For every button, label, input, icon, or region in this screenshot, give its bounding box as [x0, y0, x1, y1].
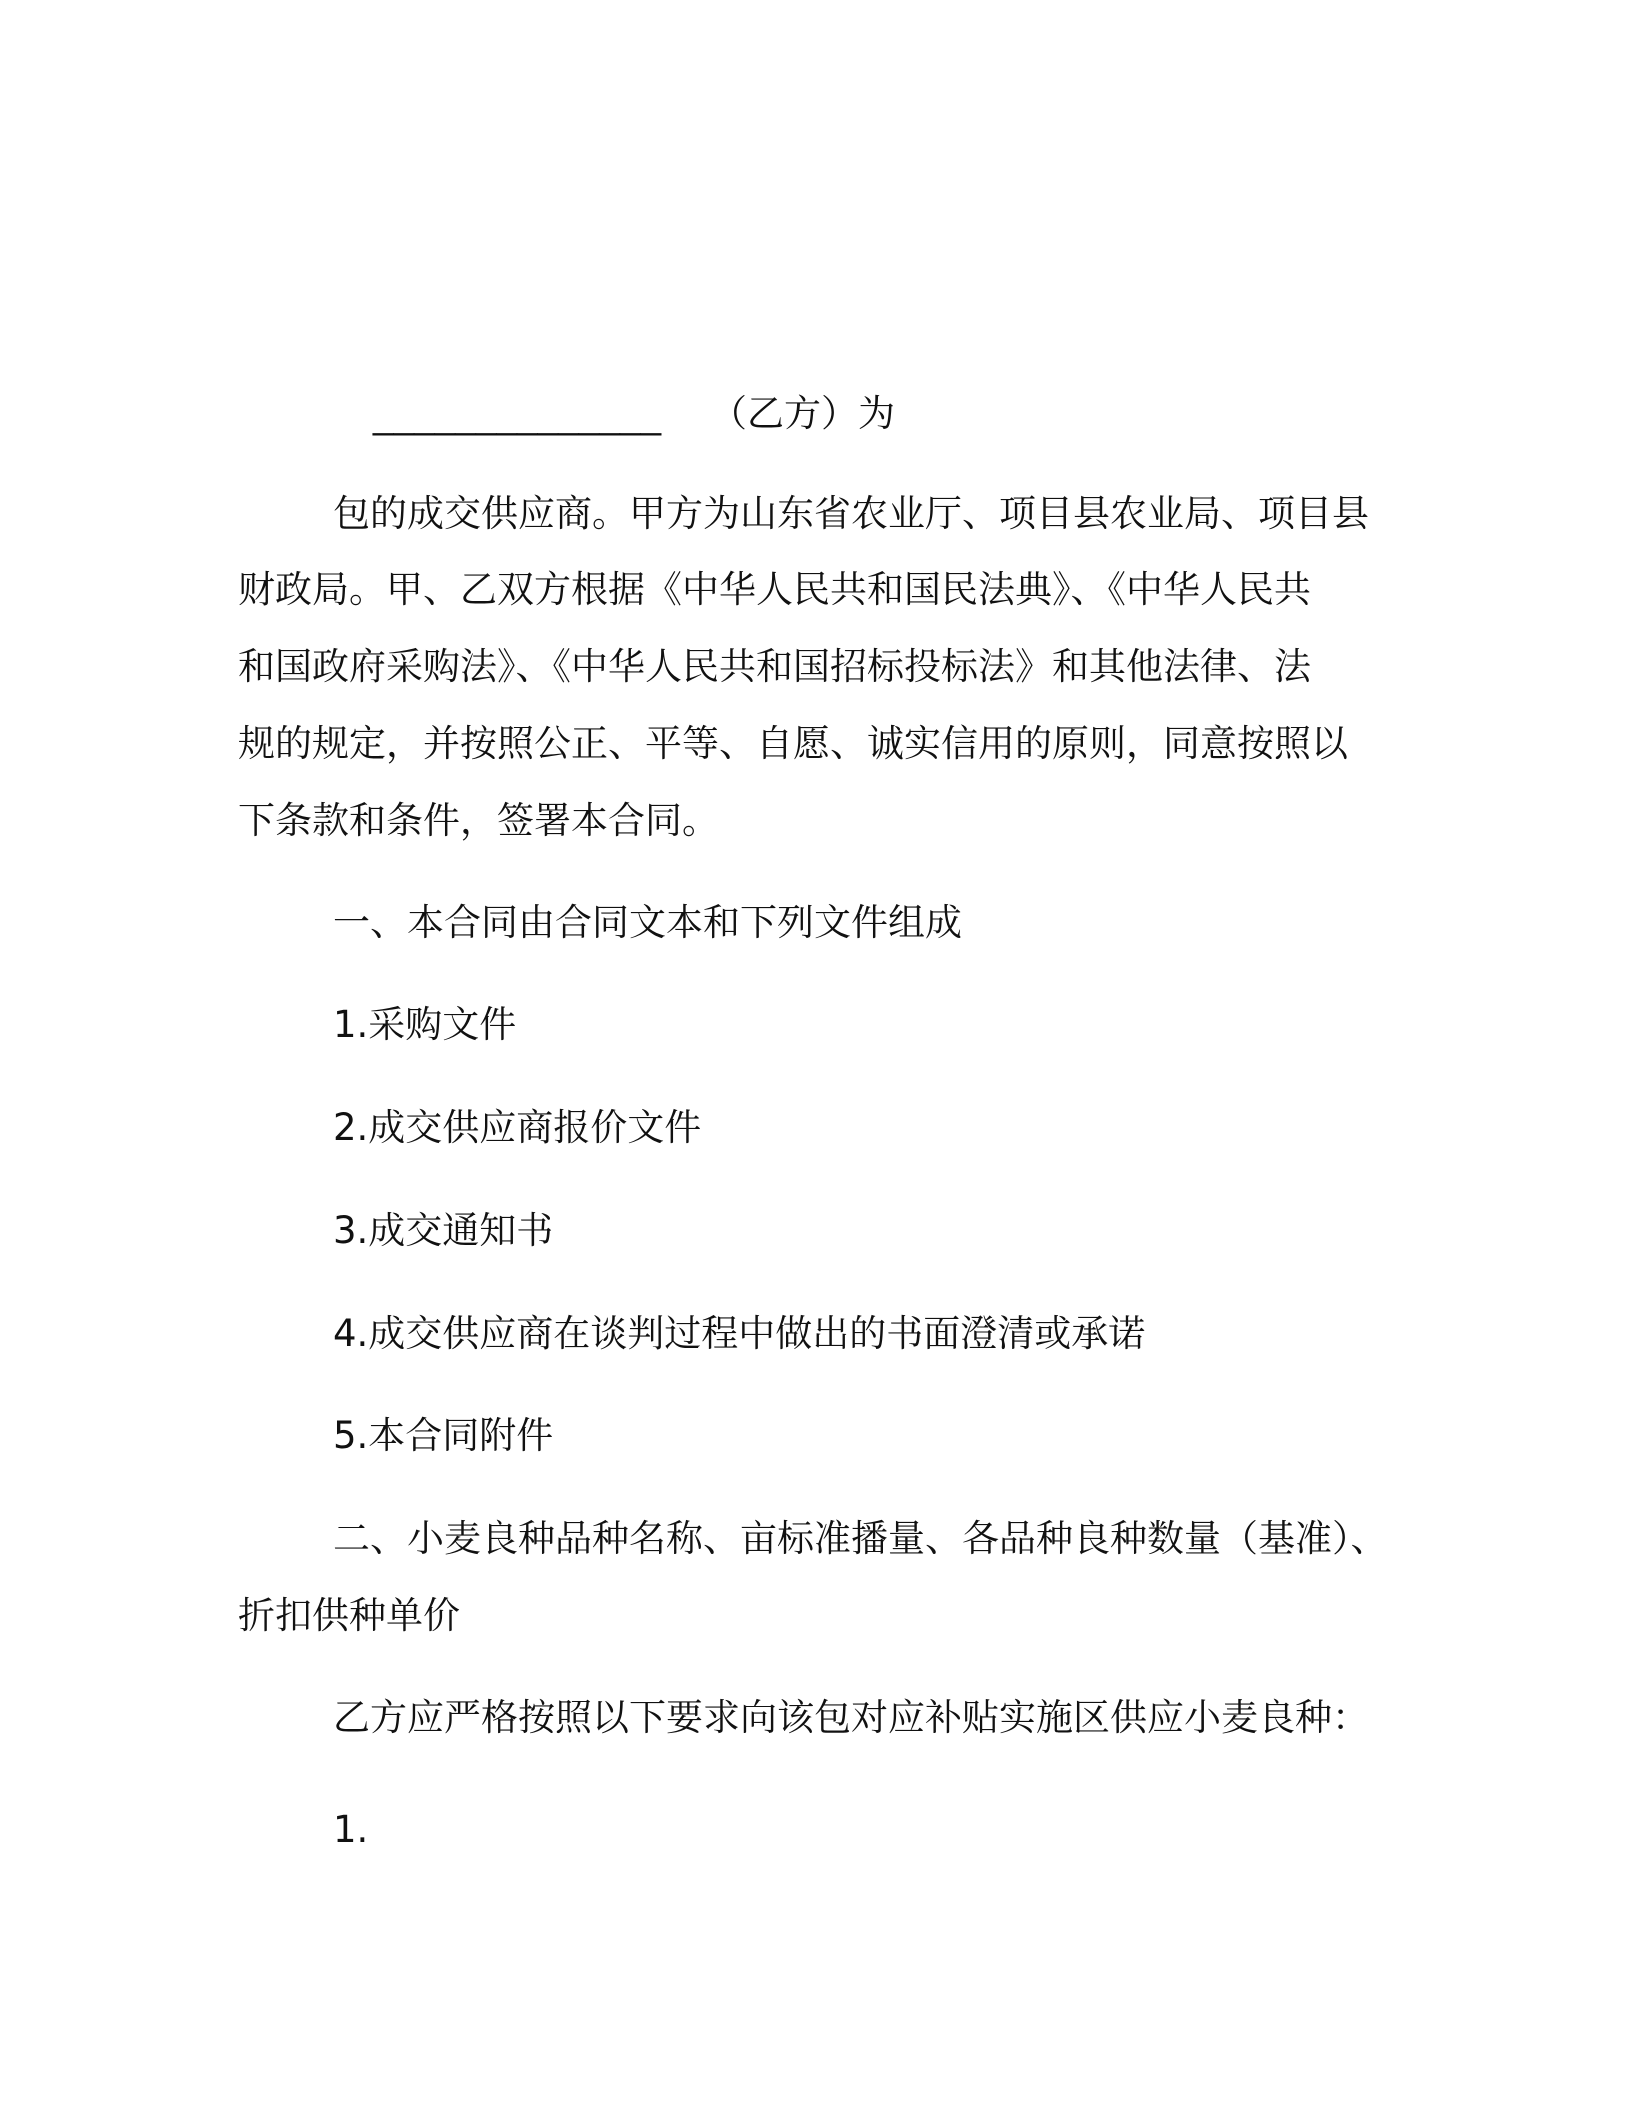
- list-item: 2.成交供应商报价文件: [333, 1106, 702, 1149]
- numbered-item: 1.: [333, 1808, 369, 1851]
- paragraph-line: 规的规定，并按照公正、平等、自愿、诚实信用的原则，同意按照以: [238, 722, 1348, 765]
- section-heading: 一、本合同由合同文本和下列文件组成: [333, 901, 962, 944]
- party-b-label: （乙方）为: [710, 392, 895, 435]
- section-heading-continuation: 折扣供种单价: [238, 1594, 460, 1637]
- paragraph-line: 包的成交供应商。甲方为山东省农业厅、项目县农业局、项目县: [333, 492, 1369, 535]
- blank-line: ______________: [373, 395, 662, 436]
- paragraph-line: 下条款和条件，签署本合同。: [238, 799, 719, 842]
- list-item: 4.成交供应商在谈判过程中做出的书面澄清或承诺: [333, 1312, 1146, 1355]
- list-item: 1.采购文件: [333, 1003, 517, 1046]
- paragraph-line: 财政局。甲、乙双方根据《中华人民共和国民法典》、《中华人民共: [238, 568, 1311, 611]
- requirement-text: 乙方应严格按照以下要求向该包对应补贴实施区供应小麦良种：: [333, 1696, 1369, 1739]
- section-heading: 二、小麦良种品种名称、亩标准播量、各品种良种数量（基准）、: [333, 1517, 1388, 1560]
- list-item: 5.本合同附件: [333, 1414, 554, 1457]
- paragraph-line: 和国政府采购法》、《中华人民共和国招标投标法》和其他法律、法: [238, 645, 1311, 688]
- list-item: 3.成交通知书: [333, 1209, 554, 1252]
